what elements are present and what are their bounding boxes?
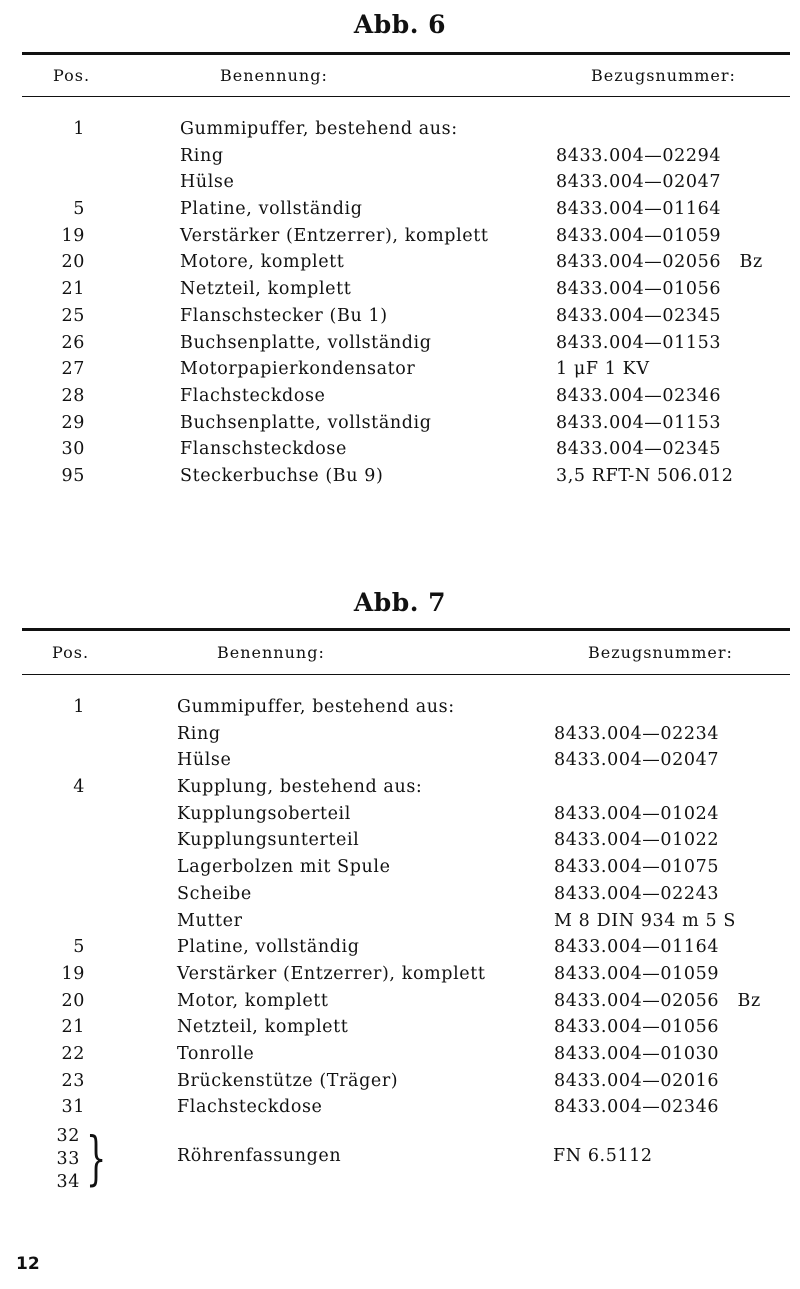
abb6-top-rule xyxy=(22,52,790,55)
row-pos: 22 xyxy=(61,1043,85,1064)
row-ref: 8433.004—01075 xyxy=(554,857,720,878)
row-name: Steckerbuchse (Bu 9) xyxy=(180,465,384,486)
row-name: Motore, komplett xyxy=(180,252,345,273)
row-ref: 8433.004—02056 Bz xyxy=(556,252,763,273)
row-pos: 1 xyxy=(73,119,85,139)
row-pos: 30 xyxy=(61,439,85,460)
row-pos: 19 xyxy=(61,963,85,984)
row-name: Netzteil, komplett xyxy=(177,1017,349,1038)
row-name: Platine, vollständig xyxy=(177,937,360,958)
table-row xyxy=(0,1071,800,1098)
right-brace-icon: } xyxy=(86,1124,107,1192)
row-ref: 1 μF 1 KV xyxy=(556,359,650,380)
table-row xyxy=(0,172,800,199)
row-name: Ring xyxy=(177,723,221,744)
table-row xyxy=(0,466,800,493)
row-name: Kupplungsoberteil xyxy=(177,803,351,824)
row-pos: 23 xyxy=(61,1070,85,1091)
row-pos: 20 xyxy=(61,990,85,1011)
row-name: Gummipuffer, bestehend aus: xyxy=(177,697,455,717)
abb7-title: Abb. 7 xyxy=(353,588,447,617)
table-row xyxy=(0,750,800,777)
row-name: Kupplungsunterteil xyxy=(177,830,360,851)
table-row xyxy=(0,146,800,173)
abb7-group-name: Röhrenfassungen xyxy=(177,1146,342,1166)
table-row xyxy=(0,697,800,724)
row-name: Flanschstecker (Bu 1) xyxy=(180,305,388,326)
row-name: Lagerbolzen mit Spule xyxy=(177,857,391,878)
table-row xyxy=(0,252,800,279)
row-name: Netzteil, komplett xyxy=(180,279,352,300)
abb7-header-pos: Pos. xyxy=(52,643,90,662)
row-ref: 8433.004—02056 Bz xyxy=(554,990,761,1011)
row-ref: 8433.004—01164 xyxy=(554,937,720,958)
row-ref: 8433.004—02016 xyxy=(554,1070,720,1091)
table-row xyxy=(0,119,800,146)
row-pos: 1 xyxy=(73,697,85,717)
row-pos: 4 xyxy=(73,777,85,798)
table-row xyxy=(0,306,800,333)
table-row xyxy=(0,724,800,751)
row-name: Buchsenplatte, vollständig xyxy=(180,332,432,353)
table-row xyxy=(0,333,800,360)
row-name: Brückenstütze (Träger) xyxy=(177,1070,399,1091)
row-pos: 31 xyxy=(61,1097,85,1118)
row-ref: 8433.004—01059 xyxy=(554,963,720,984)
row-pos: 27 xyxy=(61,359,85,380)
row-name: Gummipuffer, bestehend aus: xyxy=(180,119,458,139)
table-row xyxy=(0,911,800,938)
row-ref: 8433.004—02346 xyxy=(554,1097,720,1118)
abb7-group-positions xyxy=(57,1125,80,1194)
table-row xyxy=(0,804,800,831)
row-ref: 8433.004—01056 xyxy=(556,279,722,300)
group-pos: 34 xyxy=(56,1172,80,1192)
table-row xyxy=(0,1097,800,1124)
row-ref: 8433.004—02234 xyxy=(554,723,720,744)
row-name: Kupplung, bestehend aus: xyxy=(177,777,423,798)
row-name: Verstärker (Entzerrer), komplett xyxy=(180,225,489,246)
abb7-group-ref: FN 6.5112 xyxy=(553,1146,653,1166)
abb7-header-rule xyxy=(22,674,790,675)
row-pos: 29 xyxy=(61,412,85,433)
table-row xyxy=(0,199,800,226)
row-ref: 8433.004—01153 xyxy=(556,332,722,353)
row-pos: 5 xyxy=(73,199,85,220)
row-name: Buchsenplatte, vollständig xyxy=(180,412,432,433)
row-pos: 21 xyxy=(61,1017,85,1038)
row-name: Tonrolle xyxy=(177,1043,255,1064)
row-pos: 26 xyxy=(61,332,85,353)
table-row xyxy=(0,937,800,964)
row-pos: 28 xyxy=(61,385,85,406)
row-pos: 25 xyxy=(61,305,85,326)
row-ref: 3,5 RFT-N 506.012 xyxy=(556,465,734,486)
row-ref: 8433.004—01024 xyxy=(554,803,720,824)
table-row xyxy=(0,279,800,306)
row-ref: 8433.004—02047 xyxy=(554,750,720,771)
row-name: Platine, vollständig xyxy=(180,199,363,220)
row-ref: M 8 DIN 934 m 5 S xyxy=(554,910,737,931)
row-name: Hülse xyxy=(180,172,235,193)
page-number: 12 xyxy=(16,1254,40,1274)
table-row xyxy=(0,226,800,253)
table-row xyxy=(0,413,800,440)
table-row xyxy=(0,964,800,991)
row-ref: 8433.004—01056 xyxy=(554,1017,720,1038)
row-name: Scheibe xyxy=(177,883,252,904)
row-ref: 8433.004—02243 xyxy=(554,883,720,904)
abb7-parts-list xyxy=(0,697,800,1124)
row-ref: 8433.004—01030 xyxy=(554,1043,720,1064)
row-ref: 8433.004—01164 xyxy=(556,199,722,220)
row-ref: 8433.004—02345 xyxy=(556,305,722,326)
row-name: Flachsteckdose xyxy=(180,385,326,406)
group-pos: 32 xyxy=(56,1126,80,1146)
table-row xyxy=(0,991,800,1018)
table-row xyxy=(0,1044,800,1071)
row-name: Motor, komplett xyxy=(177,990,329,1011)
row-pos: 21 xyxy=(61,279,85,300)
row-pos: 20 xyxy=(61,252,85,273)
abb7-top-rule xyxy=(22,628,790,631)
abb7-grouped-row xyxy=(0,1125,800,1205)
row-name: Mutter xyxy=(177,910,243,931)
row-pos: 95 xyxy=(61,465,85,486)
row-ref: 8433.004—02294 xyxy=(556,145,722,166)
abb7-header-ref: Bezugsnummer: xyxy=(588,643,733,662)
row-ref: 8433.004—02047 xyxy=(556,172,722,193)
abb6-header-ref: Bezugsnummer: xyxy=(591,66,736,85)
row-pos: 19 xyxy=(61,225,85,246)
row-ref: 8433.004—02345 xyxy=(556,439,722,460)
abb6-title: Abb. 6 xyxy=(353,10,447,39)
table-row xyxy=(0,777,800,804)
row-ref: 8433.004—02346 xyxy=(556,385,722,406)
table-row xyxy=(0,830,800,857)
table-row xyxy=(0,439,800,466)
abb6-header-name: Benennung: xyxy=(220,66,328,85)
row-name: Flanschsteckdose xyxy=(180,439,347,460)
row-pos: 5 xyxy=(73,937,85,958)
row-name: Verstärker (Entzerrer), komplett xyxy=(177,963,486,984)
table-row xyxy=(0,359,800,386)
table-row xyxy=(0,386,800,413)
table-row xyxy=(0,884,800,911)
group-pos: 33 xyxy=(56,1149,80,1169)
row-name: Motorpapierkondensator xyxy=(180,359,416,380)
row-ref: 8433.004—01022 xyxy=(554,830,720,851)
table-row xyxy=(0,1017,800,1044)
row-name: Flachsteckdose xyxy=(177,1097,323,1118)
abb6-header-pos: Pos. xyxy=(53,66,91,85)
row-name: Ring xyxy=(180,145,224,166)
row-name: Hülse xyxy=(177,750,232,771)
abb7-header-name: Benennung: xyxy=(217,643,325,662)
table-row xyxy=(0,857,800,884)
row-ref: 8433.004—01059 xyxy=(556,225,722,246)
abb6-parts-list xyxy=(0,119,800,493)
row-ref: 8433.004—01153 xyxy=(556,412,722,433)
abb6-header-rule xyxy=(22,96,790,97)
